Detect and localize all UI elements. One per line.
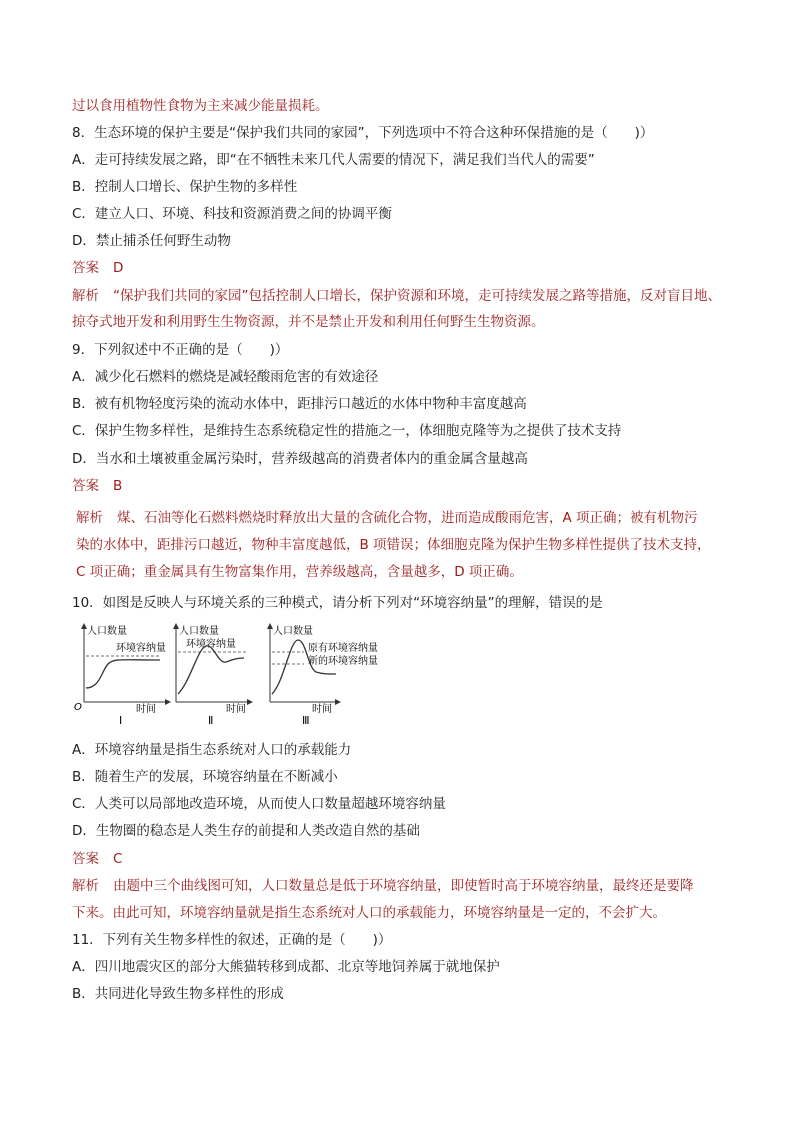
line-text: B xyxy=(113,478,123,494)
line-label: 解析 xyxy=(72,288,99,304)
figure-panel-1 xyxy=(74,624,170,726)
line-text: B．控制人口增长、保护生物的多样性 xyxy=(72,179,298,195)
text-line xyxy=(72,449,528,469)
answer-line xyxy=(72,258,123,278)
line-text: 由题中三个曲线图可知，人口数量总是低于环境容纳量，即使暂时高于环境容纳量，最终还是要降 xyxy=(113,878,694,894)
capacity-label: 环境容纳量 xyxy=(186,639,236,650)
population-curve xyxy=(86,660,160,688)
line-text: B．共同进化导致生物多样性的形成 xyxy=(72,986,284,1002)
line-text: A．四川地震灾区的部分大熊猫转移到成都、北京等地饲养属于就地保护 xyxy=(72,959,500,975)
text-line xyxy=(72,177,297,197)
analysis-line xyxy=(76,508,698,528)
text-line xyxy=(72,794,446,814)
y-axis-label: 人口数量 xyxy=(179,626,219,637)
line-text: “保护我们共同的家园”包括控制人口增长，保护资源和环境，走可持续发展之路等措施，反对盲目地、 xyxy=(113,288,721,304)
line-text: 9．下列叙述中不正确的是（ )） xyxy=(72,342,289,358)
figure-panel-3 xyxy=(270,624,378,726)
text-line xyxy=(72,821,420,841)
answer-line xyxy=(72,849,122,869)
new-capacity-label: 新的环境容纳量 xyxy=(308,656,378,667)
text-line xyxy=(72,767,338,787)
y-axis-label: 人口数量 xyxy=(87,626,127,637)
text-line xyxy=(72,984,284,1004)
text-line xyxy=(72,394,527,414)
line-label: 解析 xyxy=(72,878,99,894)
x-axis-label: 时间 xyxy=(136,704,156,715)
line-label: 答案 xyxy=(72,478,99,494)
line-text: D．禁止捕杀任何野生动物 xyxy=(72,233,231,249)
text-line xyxy=(72,123,653,143)
line-text: 染的水体中，距排污口越近，物种丰富度越低，B 项错误；体细胞克隆为保护生物多样性提供了技术支持， xyxy=(76,537,711,553)
line-label: 答案 xyxy=(72,851,99,867)
text-line xyxy=(72,903,666,923)
line-text: D xyxy=(113,260,124,276)
line-text: D．生物圈的稳态是人类生存的前提和人类改造自然的基础 xyxy=(72,823,420,839)
panel-roman-label: Ⅱ xyxy=(208,714,214,726)
line-text: 掠夺式地开发和利用野生生物资源，并不是禁止开发和利用任何野生生物资源。 xyxy=(72,314,545,330)
text-line xyxy=(72,367,378,387)
line-text: C．建立人口、环境、科技和资源消费之间的协调平衡 xyxy=(72,206,392,222)
line-text: 11．下列有关生物多样性的叙述，正确的是（ )） xyxy=(72,932,392,948)
origin-label: O xyxy=(74,702,82,713)
text-line xyxy=(72,312,545,332)
line-text: C．保护生物多样性，是维持生态系统稳定性的措施之一，体细胞克隆等为之提供了技术支持 xyxy=(72,423,622,439)
line-text: C 项正确；重金属具有生物富集作用，营养级越高，含量越多，D 项正确。 xyxy=(76,564,523,580)
line-text: A．环境容纳量是指生态系统对人口的承载能力 xyxy=(72,742,352,758)
line-text: B．被有机物轻度污染的流动水体中，距排污口越近的水体中物种丰富度越高 xyxy=(72,396,527,412)
text-line xyxy=(76,535,711,555)
x-axis-label: 时间 xyxy=(312,704,332,715)
text-line xyxy=(72,930,391,950)
y-axis-label: 人口数量 xyxy=(273,626,313,637)
text-line xyxy=(72,340,288,360)
line-text: A．走可持续发展之路，即“在不牺牲未来几代人需要的情况下，满足我们当代人的需要” xyxy=(72,152,595,168)
line-text: C．人类可以局部地改造环境，从而使人口数量超越环境容纳量 xyxy=(72,796,446,812)
line-text: B．随着生产的发展，环境容纳量在不断减小 xyxy=(72,769,338,785)
line-text: 10．如图是反映人与环境关系的三种模式，请分析下列对“环境容纳量”的理解，错误的是 xyxy=(72,595,603,611)
line-label: 解析 xyxy=(76,510,103,526)
line-text: 煤、石油等化石燃料燃烧时释放出大量的含硫化合物，进而造成酸雨危害，A 项正确；被有机物污 xyxy=(117,510,698,526)
line-text: 8．生态环境的保护主要是“保护我们共同的家园”，下列选项中不符合这种环保措施的是（ )） xyxy=(72,125,654,141)
text-line xyxy=(72,740,351,760)
line-text: A．减少化石燃料的燃烧是减轻酸雨危害的有效途径 xyxy=(72,369,379,385)
figure-panel-2 xyxy=(176,624,252,726)
analysis-line xyxy=(72,876,694,896)
analysis-line xyxy=(72,286,721,306)
answer-line xyxy=(72,476,122,496)
line-label: 答案 xyxy=(72,260,99,276)
line-text: 下来。由此可知，环境容纳量就是指生态系统对人口的承载能力，环境容纳量是一定的，不会扩大。 xyxy=(72,905,666,921)
text-line xyxy=(72,96,329,116)
original-capacity-label: 原有环境容纳量 xyxy=(308,643,378,654)
text-line xyxy=(72,150,595,170)
figure-environment-capacity xyxy=(70,618,400,726)
population-curve xyxy=(178,646,244,694)
panel-roman-label: Ⅰ xyxy=(119,714,123,726)
capacity-label: 环境容纳量 xyxy=(116,643,166,654)
text-line xyxy=(72,957,500,977)
text-line xyxy=(72,593,603,613)
panel-roman-label: Ⅲ xyxy=(302,714,310,726)
line-text: C xyxy=(113,851,123,867)
text-line xyxy=(76,562,523,582)
figure-svg xyxy=(70,618,400,726)
text-line xyxy=(72,204,392,224)
line-text: D．当水和土壤被重金属污染时，营养级越高的消费者体内的重金属含量越高 xyxy=(72,451,528,467)
text-line xyxy=(72,421,621,441)
text-line xyxy=(72,231,231,251)
line-text: 过以食用植物性食物为主来减少能量损耗。 xyxy=(72,98,329,114)
x-axis-label: 时间 xyxy=(226,704,246,715)
